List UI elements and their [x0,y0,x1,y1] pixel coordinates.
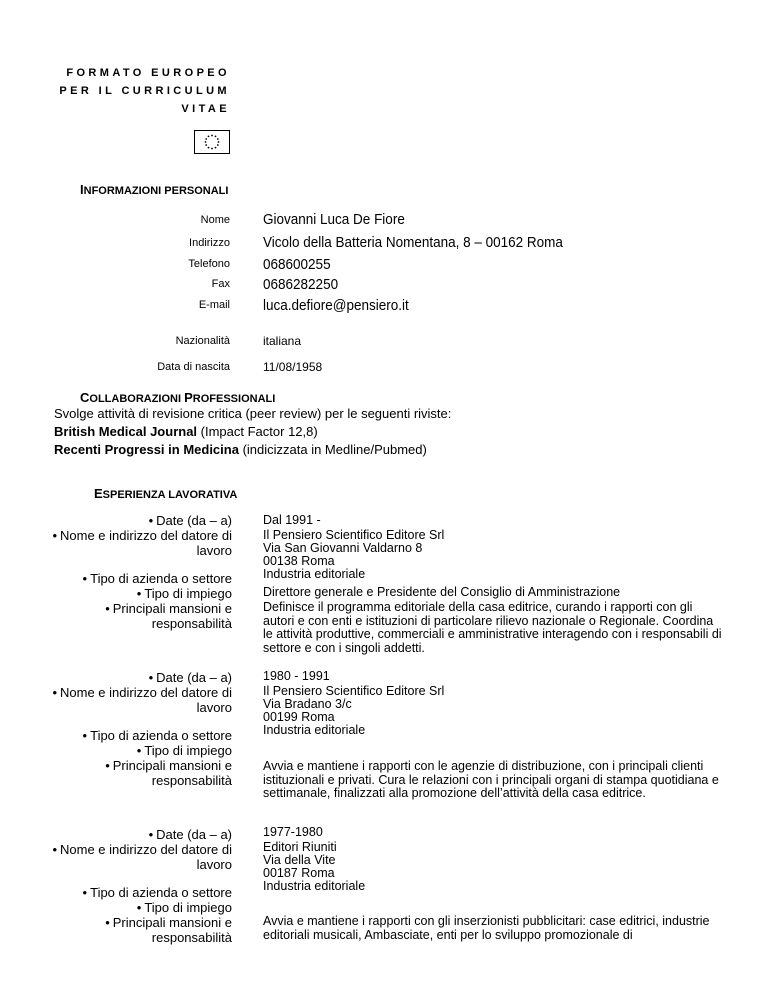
label-employer: • Nome e indirizzo del datore di lavoro [52,528,232,558]
job-date: 1977-1980 [263,825,323,839]
job-duties: Avvia e mantiene i rapporti con gli inserzionisti pubblicitari: case editrici, industrie editoriali musicali, Ambasciate, enti per lo sviluppo promozionale di [263,914,710,942]
job-date: 1980 - 1991 [263,669,330,683]
journal-name: British Medical Journal [54,424,198,439]
field-label: Data di nascita [157,361,230,373]
label-job: • Tipo di impiego [136,586,232,601]
field-label: Fax [211,278,230,290]
field-label: Telefono [188,258,230,270]
experience-heading: ESPERIENZA LAVORATIVA [94,486,238,501]
job-employer-line: Via della Vite [263,853,336,867]
field-label: Indirizzo [189,237,230,249]
journal-item [54,442,427,457]
cv-title-line-3: VITAE [181,103,230,115]
label-date: • Date (da – a) [148,827,232,842]
cv-title [59,64,230,118]
job-sector: Industria editoriale [263,879,366,893]
label-sector: • Tipo di azienda o settore [82,728,232,743]
eu-flag-icon [194,130,230,154]
label-duties: • Principali mansioni e responsabilità [105,915,232,945]
job-sector: Industria editoriale [263,723,366,737]
job-duties: Avvia e mantiene i rapporti con le agenzie di distribuzione, con i principali clienti istituzionali e privati. Cura le relazioni con i principali organi di stampa quotidiana e settimanale, finalizzati alla promozione dell’attività della casa editrice. [263,759,719,800]
job-employer-line: Via Bradano 3/c [263,697,352,711]
label-job: • Tipo di impiego [136,900,232,915]
job-sector: Industria editoriale [263,567,366,581]
journal-note: (Impact Factor 12,8) [197,424,318,439]
field-label: Nazionalità [175,335,230,347]
label-duties: • Principali mansioni e responsabilità [105,601,232,631]
job-employer-line: 00138 Roma [263,554,335,568]
job-employer-line: 00187 Roma [263,866,335,880]
collaborations-intro: Svolge attività di revisione critica (peer review) per le seguenti riviste: [54,406,452,421]
label-employer: • Nome e indirizzo del datore di lavoro [52,685,232,715]
label-employer: • Nome e indirizzo del datore di lavoro [52,842,232,872]
field-label: E-mail [198,299,230,311]
personal-info-heading: INFORMAZIONI PERSONALI [80,182,229,197]
journal-item [54,424,318,439]
field-value: Giovanni Luca De Fiore [263,211,405,228]
job-type: Direttore generale e Presidente del Consiglio di Amministrazione [263,585,621,599]
collaborations-heading: COLLABORAZIONI PROFESSIONALI [80,390,276,405]
field-label: Nome [200,214,230,226]
job-date: Dal 1991 - [263,513,321,527]
field-value: Vicolo della Batteria Nomentana, 8 – 00162 Roma [263,234,563,251]
field-value: 068600255 [263,256,331,273]
field-value: luca.defiore@pensiero.it [263,297,409,314]
field-value: italiana [263,334,302,348]
cv-title-line-1: FORMATO EUROPEO [66,67,230,79]
label-job: • Tipo di impiego [136,743,232,758]
label-date: • Date (da – a) [148,513,232,528]
job-employer-line: Via San Giovanni Valdarno 8 [263,541,423,555]
job-employer-line: Il Pensiero Scientifico Editore Srl [263,684,445,698]
field-value: 11/08/1958 [263,360,323,374]
label-sector: • Tipo di azienda o settore [82,571,232,586]
cv-title-line-2: PER IL CURRICULUM [59,85,230,97]
field-value: 0686282250 [263,276,339,293]
job-employer-line: 00199 Roma [263,710,335,724]
job-employer-line: Il Pensiero Scientifico Editore Srl [263,528,445,542]
label-sector: • Tipo di azienda o settore [82,885,232,900]
job-employer-line: Editori Riuniti [263,840,337,854]
job-duties: Definisce il programma editoriale della casa editrice, curando i rapporti con gli autori e con enti e istituzioni di particolare rilievo nazionale o Regionale. Coordina le attività produttive, commerciali e amministrative interagendo con i responsabili di settore e con i singoli addetti. [263,600,722,655]
journal-note: (indicizzata in Medline/Pubmed) [238,442,427,457]
label-date: • Date (da – a) [148,670,232,685]
journal-name: Recenti Progressi in Medicina [54,442,239,457]
label-duties: • Principali mansioni e responsabilità [105,758,232,788]
